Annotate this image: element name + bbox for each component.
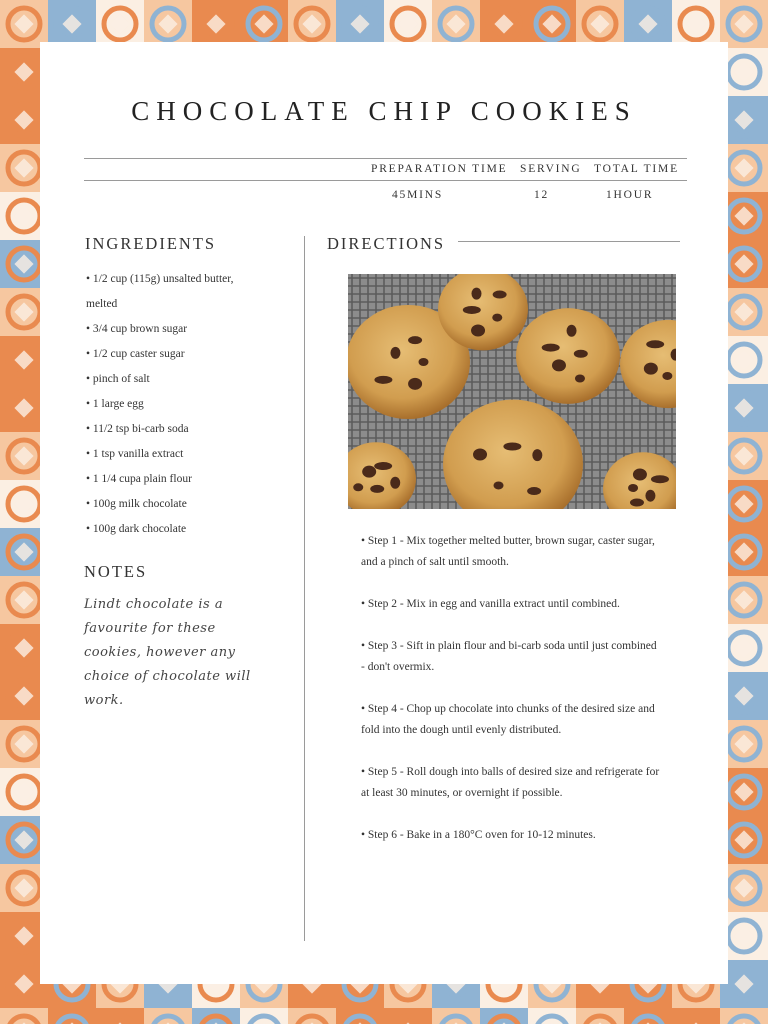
mosaic-tile: [720, 0, 768, 48]
mosaic-tile: [384, 1008, 432, 1024]
notes-heading: NOTES: [84, 562, 148, 581]
mosaic-tile: [0, 1008, 48, 1024]
meta-rule-top: [84, 158, 687, 159]
mosaic-tile: [528, 1008, 576, 1024]
direction-step: • Step 6 - Bake in a 180°C oven for 10-12 minutes.: [361, 829, 596, 841]
mosaic-tile: [288, 0, 336, 48]
mosaic-tile: [432, 0, 480, 48]
cookies-photo: [348, 274, 676, 509]
mosaic-tile: [624, 1008, 672, 1024]
ingredients-heading: INGREDIENTS: [85, 234, 217, 253]
ingredient-item: • 3/4 cup brown sugar: [86, 323, 188, 335]
ingredient-item: • 1/2 cup (115g) unsalted butter, melted: [86, 273, 234, 310]
direction-step: • Step 1 - Mix together melted butter, brown sugar, caster sugar, and a pinch of salt until smooth.: [361, 535, 655, 568]
mosaic-tile: [720, 1008, 768, 1024]
mosaic-tile: [576, 1008, 624, 1024]
directions-rule: [458, 241, 680, 242]
direction-step: • Step 5 - Roll dough into balls of desired size and refrigerate for at least 30 minutes, or overnight if possible.: [361, 766, 660, 799]
ingredient-item: • 1 1/4 cupa plain flour: [86, 473, 192, 485]
column-divider: [304, 236, 305, 941]
prep-time-label: PREPARATION TIME: [371, 163, 508, 175]
cookies-on-rack-image: [348, 274, 676, 509]
mosaic-tile: [336, 1008, 384, 1024]
page-title: CHOCOLATE CHIP COOKIES: [131, 96, 637, 126]
mosaic-tile: [528, 0, 576, 48]
mosaic-tile: [48, 1008, 96, 1024]
mosaic-tile: [240, 0, 288, 48]
mosaic-tile: [192, 0, 240, 48]
mosaic-tile: [288, 1008, 336, 1024]
ingredient-item: • 1 large egg: [86, 398, 144, 410]
ingredient-item: • 1/2 cup caster sugar: [86, 348, 185, 360]
mosaic-tile: [336, 0, 384, 48]
ingredients-list: [86, 267, 266, 542]
prep-time-value: 45MINS: [392, 189, 444, 201]
mosaic-tile: [432, 1008, 480, 1024]
cookie: [516, 308, 620, 404]
mosaic-tile: [672, 0, 720, 48]
mosaic-tile: [96, 1008, 144, 1024]
serving-value: 12: [534, 189, 550, 201]
total-time-label: TOTAL TIME: [594, 163, 679, 175]
mosaic-tile: [144, 1008, 192, 1024]
ingredient-item: • 1 tsp vanilla extract: [86, 448, 184, 460]
mosaic-tile: [672, 1008, 720, 1024]
notes-text: Lindt chocolate is a favourite for these cookies, however any choice of chocolate will work.: [84, 597, 251, 708]
mosaic-tile: [48, 0, 96, 48]
ingredient-item: • 100g milk chocolate: [86, 498, 187, 510]
mosaic-tile: [96, 0, 144, 48]
directions-list: [361, 531, 661, 867]
direction-step: • Step 4 - Chop up chocolate into chunks of the desired size and fold into the dough until evenly distributed.: [361, 703, 655, 736]
ingredient-item: • 11/2 tsp bi-carb soda: [86, 423, 189, 435]
mosaic-tile: [240, 1008, 288, 1024]
total-time-value: 1HOUR: [606, 189, 654, 201]
mosaic-tile: [384, 0, 432, 48]
mosaic-tile: [480, 0, 528, 48]
mosaic-tile: [192, 1008, 240, 1024]
serving-label: SERVING: [520, 163, 582, 175]
ingredient-item: • pinch of salt: [86, 373, 150, 385]
ingredient-item: • 100g dark chocolate: [86, 523, 187, 535]
meta-rule-middle: [84, 180, 687, 181]
direction-step: • Step 2 - Mix in egg and vanilla extract until combined.: [361, 598, 620, 610]
mosaic-tile: [480, 1008, 528, 1024]
mosaic-tile: [0, 0, 48, 48]
mosaic-tile: [576, 0, 624, 48]
mosaic-tile: [624, 0, 672, 48]
mosaic-tile: [144, 0, 192, 48]
directions-heading: DIRECTIONS: [327, 234, 446, 253]
direction-step: • Step 3 - Sift in plain flour and bi-carb soda until just combined - don't overmix.: [361, 640, 657, 673]
